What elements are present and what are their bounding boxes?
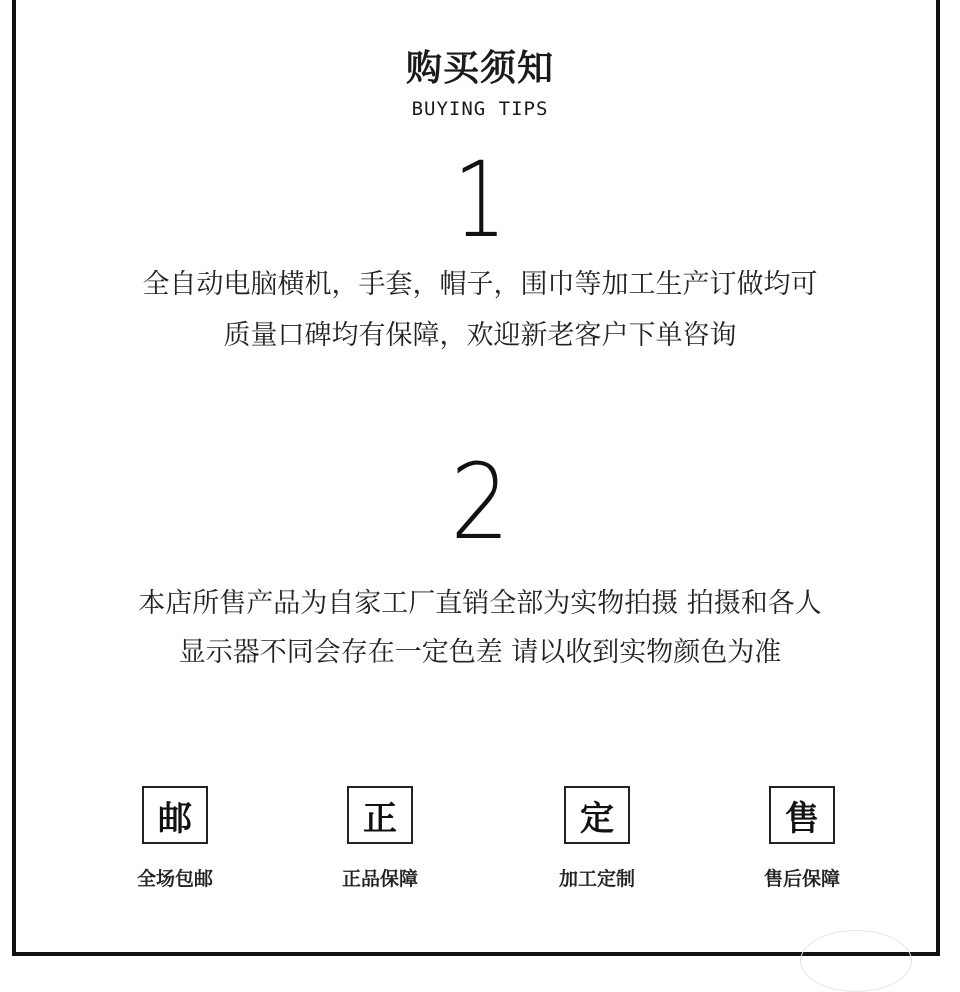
mail-icon: 邮 [142,786,208,844]
badge-label: 售后保障 [763,868,840,890]
tip-1-line-1: 全自动电脑横机，手套，帽子，围巾等加工生产订做均可 [142,269,818,300]
custom-icon: 定 [564,786,630,844]
badge-free-shipping [95,786,255,891]
tip-1-line-2: 质量口碑均有保障，欢迎新老客户下单咨询 [223,320,737,351]
badge-label: 全场包邮 [136,868,213,890]
tip-2-line-2: 显示器不同会存在一定色差 请以收到实物颜色为准 [178,637,782,668]
badge-custom [517,786,677,891]
genuine-icon: 正 [347,786,413,844]
tip-2-line-1: 本店所售产品为自家工厂直销全部为实物拍摄 拍摄和各人 [138,588,822,619]
badge-label: 正品保障 [341,868,418,890]
tip-number-2: 2 [450,441,510,563]
tip-number-1: 1 [453,139,507,261]
page-subtitle: BUYING TIPS [411,98,549,120]
decorative-arc [800,930,912,992]
badge-genuine [300,786,460,891]
badge-label: 加工定制 [558,868,635,890]
page-title: 购买须知 [405,48,554,89]
badge-after-sales [722,786,882,891]
after-sales-icon: 售 [769,786,835,844]
